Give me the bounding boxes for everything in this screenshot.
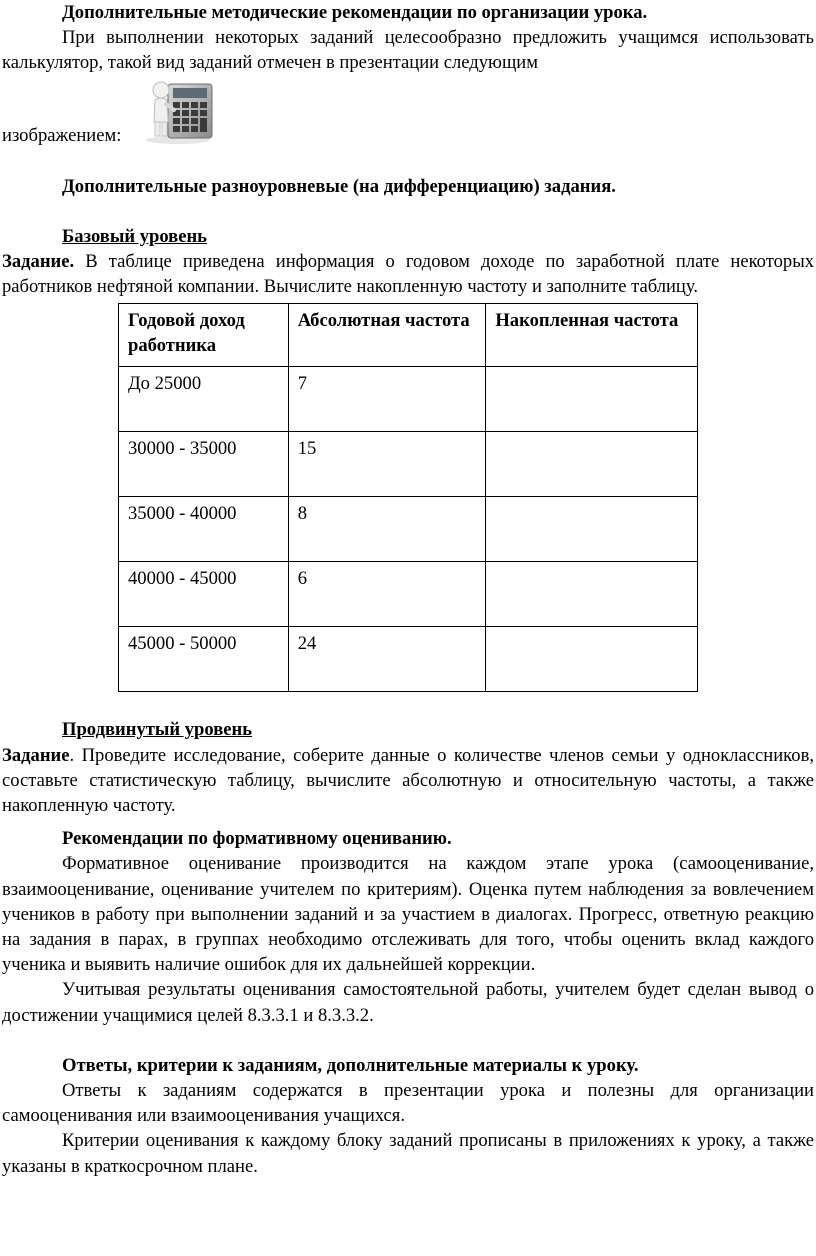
table-row (119, 367, 698, 432)
differentiated-heading: Дополнительные разноуровневые (на дифференциацию) задания. (62, 175, 616, 197)
cell-income: 40000 - 45000 (119, 562, 289, 627)
answers-paragraph-2: Критерии оценивания к каждому блоку заданий прописаны в приложениях к уроку, а также указаны в краткосрочном плане. (2, 1130, 814, 1177)
table-row (119, 627, 698, 692)
formative-paragraph-2: Учитывая результаты оценивания самостоятельной работы, учителем будет сделан вывод о достижении учащимися целей 8.3.3.1 и 8.3.3.2. (2, 979, 814, 1026)
answers-paragraph-1: Ответы к заданиям содержатся в презентации урока и полезны для организации самооценивания или взаимооценивания учащихся. (2, 1080, 814, 1127)
table-header-row (119, 304, 698, 367)
header-income: Годовой доход работника (119, 304, 289, 367)
advanced-task (2, 743, 814, 819)
header-absolute-frequency: Абсолютная частота (288, 304, 486, 367)
table-row (119, 562, 698, 627)
cell-cumulative (486, 562, 698, 627)
cell-absolute: 8 (288, 497, 486, 562)
advanced-level-heading: Продвинутый уровень (62, 719, 253, 741)
cell-income: 45000 - 50000 (119, 627, 289, 692)
table-row (119, 497, 698, 562)
basic-task-text: В таблице приведена информация о годовом доходе по заработной плате некоторых работников нефтяной компании. Вычислите накопленную частоту и заполните таблицу. (2, 251, 814, 298)
intro-paragraph: При выполнении некоторых заданий целесообразно предложить учащимся использовать калькулятор, такой вид заданий отмечен в презентации следующим (2, 27, 814, 74)
intro-image-line (2, 76, 814, 149)
cell-cumulative (486, 627, 698, 692)
cell-absolute: 7 (288, 367, 486, 432)
cell-income: 35000 - 40000 (119, 497, 289, 562)
formative-paragraph-1: Формативное оценивание производится на каждом этапе урока (самооценивание, взаимооценивание, оценивание учителем по критериям). Оценка путем наблюдения за вовлечением учеников в работу при выполнении заданий и за участием в диалогах. Прогресс, ответную реакцию на задания в парах, в группах необходимо отслеживать для того, чтобы оценить вклад каждого ученика и выявить наличие ошибок для их дальнейшей коррекции. (2, 853, 814, 976)
cell-absolute: 15 (288, 432, 486, 497)
cell-absolute: 24 (288, 627, 486, 692)
calculator-icon (142, 76, 216, 146)
basic-task (2, 249, 814, 299)
header-cumulative-frequency: Накопленная частота (486, 304, 698, 367)
table-row (119, 432, 698, 497)
basic-level-heading: Базовый уровень (62, 225, 208, 247)
cell-cumulative (486, 432, 698, 497)
cell-absolute: 6 (288, 562, 486, 627)
cell-income: До 25000 (119, 367, 289, 432)
formative-heading: Рекомендации по формативному оцениванию. (62, 828, 452, 850)
intro-tail: изображением: (2, 125, 122, 147)
document-page (2, 0, 814, 1179)
frequency-table (118, 303, 698, 692)
advanced-task-label: Задание (2, 744, 70, 766)
basic-task-label: Задание. (2, 251, 75, 273)
advanced-task-text: . Проведите исследование, соберите данные о количестве членов семьи у одноклассников, составьте статистическую таблицу, вычислите абсолютную и относительную частоты, а также накопленную частоту. (2, 744, 814, 817)
cell-cumulative (486, 497, 698, 562)
document-title: Дополнительные методические рекомендации по организации урока. (62, 2, 648, 23)
cell-income: 30000 - 35000 (119, 432, 289, 497)
answers-heading: Ответы, критерии к заданиям, дополнительные материалы к уроку. (62, 1054, 639, 1076)
cell-cumulative (486, 367, 698, 432)
